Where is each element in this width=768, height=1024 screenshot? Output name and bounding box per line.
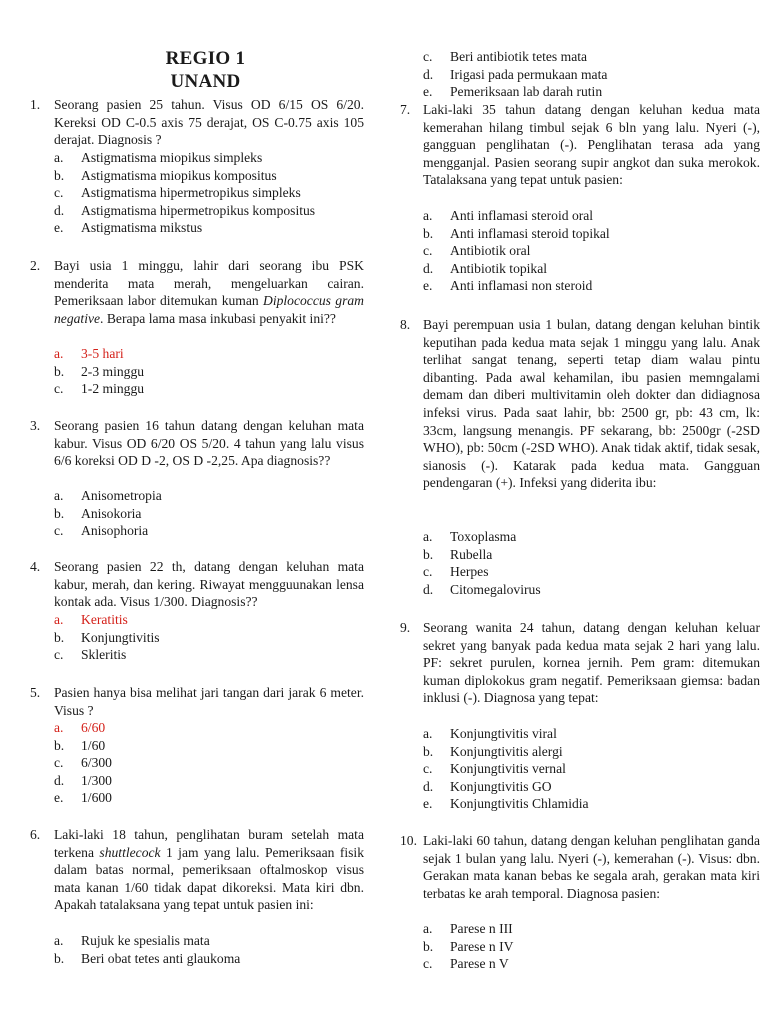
question-number: 3. [30,418,41,433]
question-text: Bayi perempuan usia 1 bulan, datang dengan keluhan bintik keputihan pada kedua mata sejak 1 minggu yang lalu. Anak terlihat sangat tenang, seperti tetap diam walau pintu dibanting. Pada awal kehamilan, ibu pasien memngalami demam dan diberi multivitamin oleh dokter dan didiagnosa infeksi virus. Pada saat lahir, bb: 2500 gr, pb: 43 cm, lk: 33cm, langsung menangis. PF sekarang, bb: 2500gr (-2SD WHO), pb: 50cm (-2SD WHO). Anak tidak aktif, tidak sesak, sianosis (-). Katarak pada kedua mata. Gangguan pendengaran (+). Infeksi yang diderita ibu: [423,317,760,491]
option-text: 1/300 [81,772,112,788]
option-letter: e. [423,796,433,812]
option-letter: a. [423,921,433,936]
option-text: 2-3 minggu [81,363,145,379]
option-text: Parese n IV [450,938,514,954]
question-number: 1. [30,97,41,112]
page-title: REGIO 1 [165,48,246,69]
option-letter: a. [423,208,433,223]
option-text: Astigmatisma mikstus [81,220,203,236]
option-letter: e. [423,278,433,294]
option-letter: a. [54,346,64,361]
option-text: Herpes [450,564,489,580]
page-subtitle: UNAND [170,71,241,92]
option-letter: d. [423,66,434,82]
option-letter: a. [54,150,64,165]
option-text: Astigmatisma hipermetropikus kompositus [81,202,316,218]
question-number: 4. [30,559,41,574]
option-letter: e. [54,220,64,236]
option-text: Astigmatisma miopikus kompositus [81,167,277,183]
question-text: Seorang pasien 16 tahun datang dengan keluhan mata kabur. Visus OD 6/20 OS 5/20. 4 tahun yang lalu visus 6/6 koreksi OD D -2, OS D -2,25. Apa diagnosis?? [54,418,364,469]
option-text: Anisometropia [81,488,162,503]
option-letter: d. [423,581,434,597]
option-text: 6/300 [81,755,112,771]
option-text: Toxoplasma [450,529,517,544]
option-letter: c. [54,185,64,201]
option-text: Rujuk ke spesialis mata [81,933,210,948]
option-text: Rubella [450,546,493,562]
option-text: 1/60 [81,737,106,753]
option-text: Antibiotik oral [450,243,531,259]
option-text: Anti inflamasi non steroid [450,278,593,294]
option-text: Citomegalovirus [450,581,541,597]
question-text: Laki-laki 60 tahun, datang dengan keluhan penglihatan ganda sejak 1 bulan yang lalu. Nyeri (-), kemerahan (-). Visus: dbn. Gerakan mata kanan bebas ke segala arah, gerakan mata kiri terbatas ke arah temporal. Diagnosa pasien: [423,833,760,901]
option-letter: a. [54,612,64,627]
option-letter: d. [54,202,65,218]
option-letter: d. [54,772,65,788]
option-text: Astigmatisma hipermetropikus simpleks [81,185,301,201]
option-text: Beri antibiotik tetes mata [450,49,588,64]
question-text: Pasien hanya bisa melihat jari tangan dari jarak 6 meter. Visus ? [54,685,364,718]
option-text: Anti inflamasi steroid oral [450,208,594,223]
option-text: Astigmatisma miopikus simpleks [81,150,263,165]
option-letter: a. [54,488,64,503]
option-text: Konjungtivitis GO [450,778,552,794]
option-letter: c. [54,523,64,539]
question-number: 6. [30,827,41,842]
option-letter: b. [54,737,65,753]
option-text: Konjungtivitis alergi [450,743,563,759]
option-text: Konjungtivitis viral [450,726,557,741]
option-letter: b. [423,938,434,954]
option-text: Antibiotik topikal [450,260,548,276]
option-text: Parese n V [450,956,509,972]
question-number: 5. [30,685,41,700]
option-text: Konjungtivitis [81,629,160,645]
question-text: Seorang pasien 25 tahun. Visus OD 6/15 OS 6/20. Kereksi OD C-0.5 axis 75 derajat, OS C-0.75 axis 105 derajat. Diagnosis ? [54,97,364,148]
option-text: Anisophoria [81,523,149,539]
question-number: 8. [400,317,411,332]
option-text: Beri obat tetes anti glaukoma [81,950,241,966]
option-letter: c. [423,761,433,777]
organism-name: Diplococcus gram negative [54,293,364,326]
option-letter: c. [423,564,433,580]
option-letter: a. [423,726,433,741]
question-text: Bayi usia 1 minggu, lahir dari seorang ibu PSK menderita mata merah, mengeluarkan cairan. Pemeriksaan labor ditemukan kuman Diplococcus gram negative. Berapa lama masa inkubasi penyakit ini?? [54,258,364,326]
object-name: shuttlecock [99,844,161,860]
option-text: 6/60 [81,720,106,735]
option-text: 1/600 [81,790,112,806]
option-letter: a. [423,529,433,544]
option-letter: b. [54,167,65,183]
option-letter: b. [54,950,65,966]
option-letter: a. [54,933,64,948]
option-letter: c. [54,755,64,771]
option-letter: c. [54,647,64,663]
question-number: 9. [400,620,411,635]
question-number: 10. [400,833,417,848]
option-letter: b. [423,225,434,241]
option-letter: b. [54,505,65,521]
option-letter: b. [54,629,65,645]
option-letter: c. [423,243,433,259]
option-text: 1-2 minggu [81,381,145,397]
option-text: Anti inflamasi steroid topikal [450,225,610,241]
option-letter: d. [423,778,434,794]
option-text: 3-5 hari [81,346,124,361]
option-text: Konjungtivitis vernal [450,761,566,777]
question-number: 7. [400,102,411,117]
option-text: Parese n III [450,921,513,936]
option-text: Skleritis [81,647,127,663]
question-text: Seorang pasien 22 th, datang dengan keluhan mata kabur, merah, dan kering. Riwayat mengguunakan lensa kontak ada. Visus 1/300. Diagnosis?? [54,559,364,610]
option-letter: c. [423,956,433,972]
question-number: 2. [30,258,41,273]
question-text: Seorang wanita 24 tahun, datang dengan keluhan keluar sekret yang banyak pada kedua mata sejak 2 hari yang lalu. PF: sekret purulen, kornea jernih. Pem gram: ditemukan kuman diplokokus gram negatif. Pemeriksaan giemsa: badan inklusi (-). Diagnosa yang tepat: [423,620,760,706]
option-letter: c. [54,381,64,397]
question-text: Laki-laki 18 tahun, penglihatan buram setelah mata terkena shuttlecock 1 jam yang lalu. Pemeriksaan fisik dalam batas normal, pemeriksaan oftalmoskop visus mata kanan 1/60 tidak dapat dikoreksi. Mata kiri dbn. Apakah tatalaksana yang tepat untuk pasien ini: [54,827,364,913]
option-letter: b. [423,743,434,759]
option-letter: b. [54,363,65,379]
option-text: Konjungtivitis Chlamidia [450,796,589,812]
option-text: Anisokoria [81,505,142,521]
question-text: Laki-laki 35 tahun datang dengan keluhan kedua mata kemerahan hilang timbul sejak 6 bln yang lalu. Nyeri (-), gangguan penglihatan (-). Penglihatan terasa ada yang mengganjal. Pasien seorang supir angkot dan suka merokok. Tatalaksana yang tepat untuk pasien: [423,102,760,188]
option-text: Pemeriksaan lab darah rutin [450,84,603,100]
option-letter: b. [423,546,434,562]
option-letter: c. [423,49,433,64]
option-letter: a. [54,720,64,735]
option-letter: e. [54,790,64,806]
option-letter: d. [423,260,434,276]
option-text: Irigasi pada permukaan mata [450,66,608,82]
option-letter: e. [423,84,433,100]
option-text: Keratitis [81,612,128,627]
